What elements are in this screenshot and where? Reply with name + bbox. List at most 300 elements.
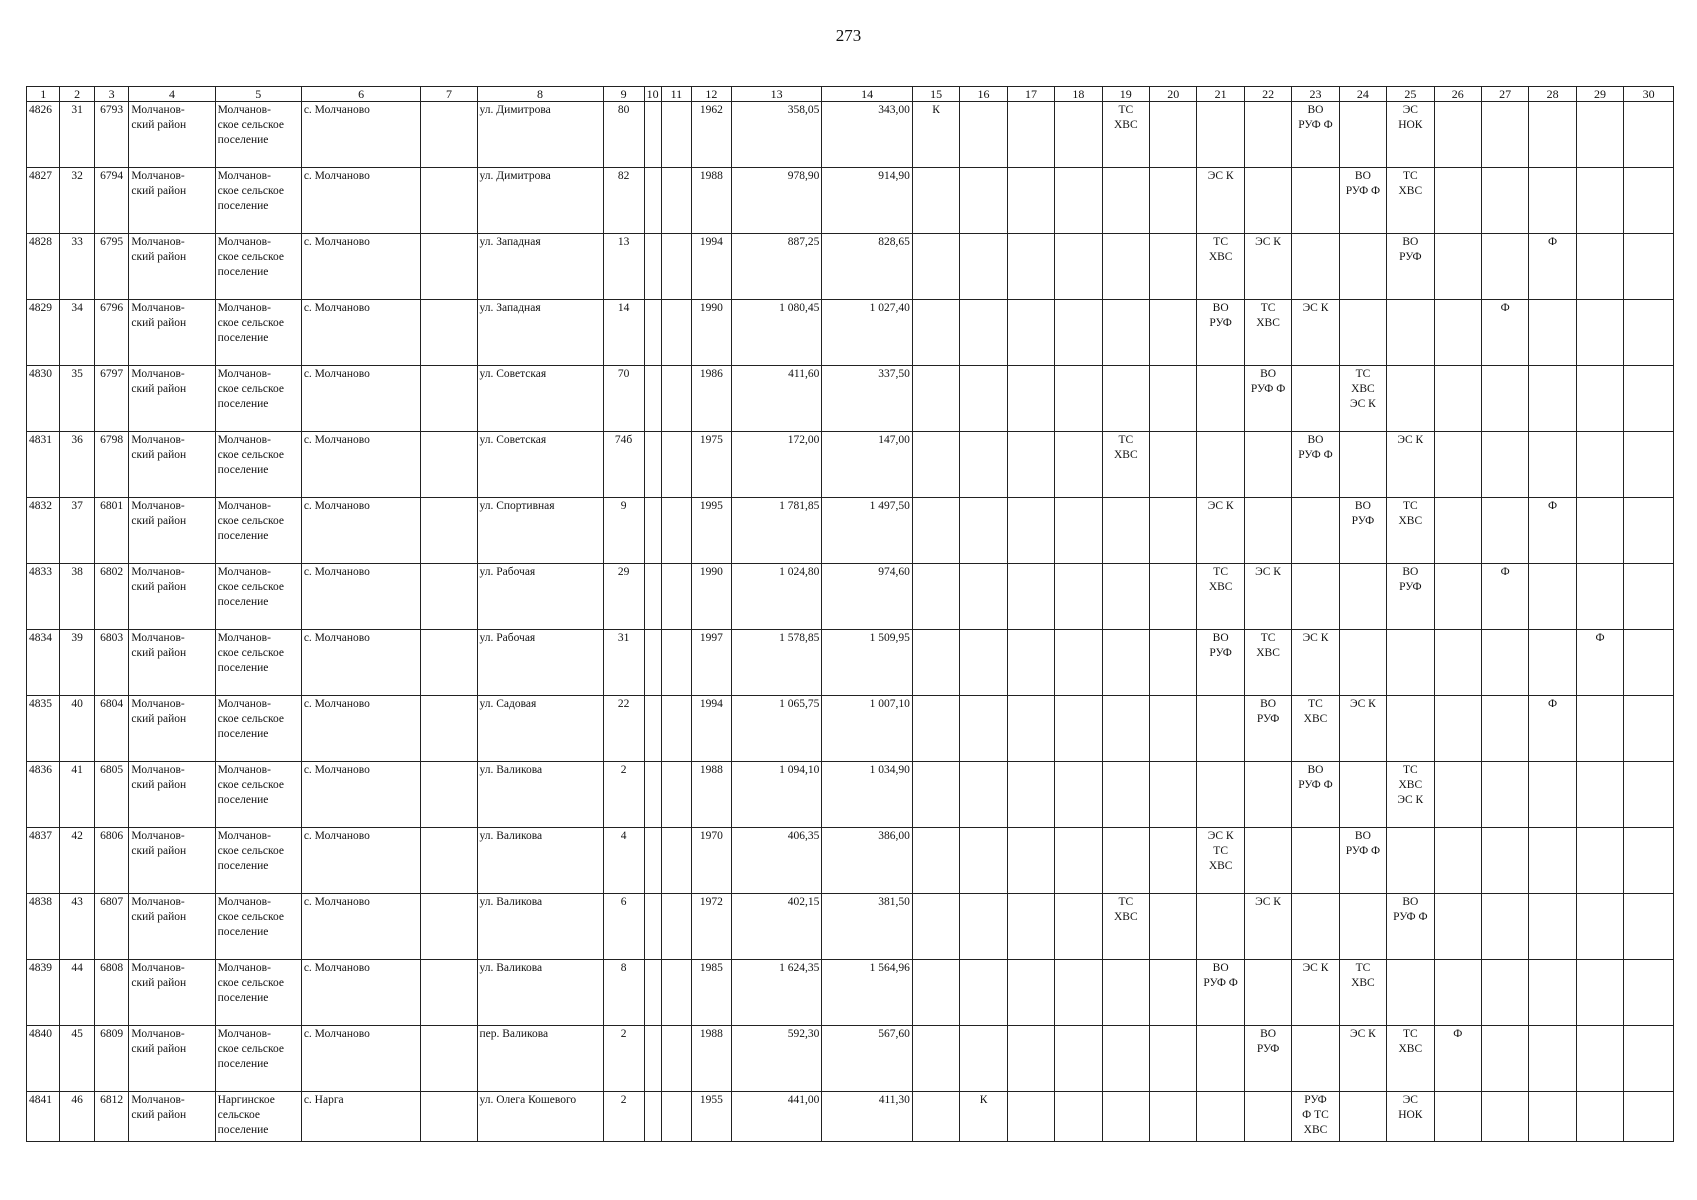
cell-col-18 (1055, 762, 1102, 828)
cell-line: РУФ Ф (1298, 119, 1333, 131)
cell-line: ТС (1118, 434, 1134, 446)
cell-col-24 (1339, 102, 1386, 168)
cell-col-13: 358,05 (731, 102, 822, 168)
cell-line: поселение (217, 200, 269, 212)
cell-col-8: ул. Валикова (477, 894, 603, 960)
cell-col-19 (1102, 366, 1149, 432)
cell-col-25 (1387, 762, 1434, 828)
cell-col-30 (1624, 828, 1674, 894)
cell-col-22 (1244, 828, 1291, 894)
cell-col-16 (960, 102, 1007, 168)
table-row (27, 630, 1674, 696)
cell-col-4 (129, 102, 215, 168)
cell-col-11 (661, 102, 691, 168)
cell-line: поселение (217, 794, 269, 806)
cell-col-10 (644, 960, 661, 1026)
cell-col-18 (1055, 168, 1102, 234)
cell-col-14: 567,60 (822, 1026, 913, 1092)
cell-col-17 (1007, 102, 1054, 168)
cell-col-12: 1985 (691, 960, 731, 1026)
column-header-7: 7 (421, 87, 477, 102)
cell-line: Молчанов- (217, 962, 271, 974)
cell-col-15 (912, 1026, 959, 1092)
cell-col-29 (1576, 1026, 1623, 1092)
cell-col-19 (1102, 168, 1149, 234)
cell-col-3: 6801 (94, 498, 128, 564)
cell-line: ский район (131, 647, 187, 659)
cell-col-12: 1975 (691, 432, 731, 498)
cell-col-3: 6797 (94, 366, 128, 432)
cell-col-27 (1481, 1026, 1528, 1092)
cell-line: сельское (217, 1109, 261, 1121)
cell-col-12: 1997 (691, 630, 731, 696)
cell-line: ЭС (1402, 104, 1418, 116)
cell-col-14: 343,00 (822, 102, 913, 168)
column-header-16: 16 (960, 87, 1007, 102)
cell-col-25 (1387, 300, 1434, 366)
cell-col-12: 1990 (691, 564, 731, 630)
cell-col-2: 40 (60, 696, 94, 762)
cell-col-20 (1150, 498, 1197, 564)
cell-col-1: 4835 (27, 696, 60, 762)
cell-col-21 (1197, 1092, 1244, 1142)
cell-col-13: 1 065,75 (731, 696, 822, 762)
cell-col-18 (1055, 300, 1102, 366)
cell-col-8: ул. Западная (477, 234, 603, 300)
cell-col-26 (1434, 498, 1481, 564)
cell-line: ский район (131, 713, 187, 725)
cell-line: ский район (131, 1109, 187, 1121)
cell-col-12: 1988 (691, 762, 731, 828)
column-header-26: 26 (1434, 87, 1481, 102)
cell-col-1: 4831 (27, 432, 60, 498)
cell-col-9: 82 (603, 168, 644, 234)
cell-line: ХВС (1113, 911, 1138, 923)
cell-col-5 (215, 234, 301, 300)
cell-col-22 (1244, 432, 1291, 498)
cell-col-2: 33 (60, 234, 94, 300)
cell-col-13: 1 080,45 (731, 300, 822, 366)
cell-line: ТС (1213, 845, 1228, 857)
cell-line: РУФ Ф (1345, 185, 1381, 197)
cell-col-26 (1434, 234, 1481, 300)
cell-col-1: 4834 (27, 630, 60, 696)
cell-col-7 (421, 1092, 477, 1142)
cell-line: ХВС (1208, 860, 1233, 872)
cell-col-6: с. Молчаново (301, 696, 421, 762)
cell-line: ХВС (1113, 119, 1138, 131)
cell-col-6: с. Молчаново (301, 762, 421, 828)
cell-line: Молчанов- (131, 1094, 185, 1106)
cell-col-24 (1339, 828, 1386, 894)
cell-col-13: 592,30 (731, 1026, 822, 1092)
cell-line: поселение (217, 398, 269, 410)
cell-col-24 (1339, 960, 1386, 1026)
cell-col-24 (1339, 498, 1386, 564)
cell-line: ВО (1354, 500, 1371, 512)
cell-col-12: 1962 (691, 102, 731, 168)
column-header-3: 3 (94, 87, 128, 102)
cell-col-8: пер. Валикова (477, 1026, 603, 1092)
cell-col-22 (1244, 168, 1291, 234)
column-header-6: 6 (301, 87, 421, 102)
cell-col-16 (960, 762, 1007, 828)
cell-line: Молчанов- (131, 368, 185, 380)
table-row (27, 762, 1674, 828)
cell-col-20 (1150, 630, 1197, 696)
cell-col-23 (1292, 102, 1339, 168)
cell-col-9: 31 (603, 630, 644, 696)
cell-col-21 (1197, 828, 1244, 894)
cell-col-17 (1007, 960, 1054, 1026)
cell-col-24 (1339, 1026, 1386, 1092)
cell-col-8: ул. Димитрова (477, 102, 603, 168)
cell-line: РУФ Ф (1298, 779, 1333, 791)
cell-col-28 (1529, 168, 1576, 234)
cell-col-23 (1292, 300, 1339, 366)
cell-col-29 (1576, 498, 1623, 564)
cell-col-14: 914,90 (822, 168, 913, 234)
cell-col-8: ул. Советская (477, 366, 603, 432)
cell-col-6: с. Молчаново (301, 894, 421, 960)
cell-col-8: ул. Рабочая (477, 564, 603, 630)
column-header-13: 13 (731, 87, 822, 102)
cell-col-29: Ф (1576, 630, 1623, 696)
cell-col-3: 6796 (94, 300, 128, 366)
cell-col-13: 172,00 (731, 432, 822, 498)
cell-line: ХВС (1208, 581, 1233, 593)
cell-col-4 (129, 828, 215, 894)
cell-col-6: с. Молчаново (301, 960, 421, 1026)
cell-col-30 (1624, 366, 1674, 432)
cell-col-3: 6809 (94, 1026, 128, 1092)
column-header-10: 10 (644, 87, 661, 102)
column-header-20: 20 (1150, 87, 1197, 102)
cell-col-26 (1434, 168, 1481, 234)
cell-col-29 (1576, 960, 1623, 1026)
cell-col-3: 6808 (94, 960, 128, 1026)
cell-col-10 (644, 102, 661, 168)
cell-line: ВО (1212, 962, 1229, 974)
cell-line: ТС (1355, 368, 1371, 380)
cell-line: РУФ (1399, 251, 1422, 263)
cell-col-9: 4 (603, 828, 644, 894)
cell-col-30 (1624, 498, 1674, 564)
cell-line: Молчанов- (131, 566, 185, 578)
cell-line: ХВС (1398, 779, 1423, 791)
cell-col-22 (1244, 300, 1291, 366)
cell-col-19 (1102, 696, 1149, 762)
cell-col-15 (912, 960, 959, 1026)
cell-col-17 (1007, 696, 1054, 762)
cell-col-19 (1102, 498, 1149, 564)
cell-line: ский район (131, 581, 187, 593)
cell-col-25 (1387, 1092, 1434, 1142)
cell-col-26 (1434, 696, 1481, 762)
column-header-2: 2 (60, 87, 94, 102)
cell-col-13: 402,15 (731, 894, 822, 960)
cell-col-14: 1 034,90 (822, 762, 913, 828)
cell-line: Молчанов- (217, 830, 271, 842)
cell-line: Молчанов- (131, 434, 185, 446)
cell-col-5 (215, 762, 301, 828)
cell-col-18 (1055, 234, 1102, 300)
cell-col-8: ул. Валикова (477, 960, 603, 1026)
cell-col-24 (1339, 564, 1386, 630)
cell-line: ВО (1402, 566, 1419, 578)
cell-line: ский район (131, 449, 187, 461)
table-row (27, 234, 1674, 300)
cell-col-21 (1197, 696, 1244, 762)
cell-col-13: 1 024,80 (731, 564, 822, 630)
cell-col-15 (912, 498, 959, 564)
cell-line: Молчанов- (131, 764, 185, 776)
cell-col-21 (1197, 1026, 1244, 1092)
cell-col-6: с. Молчаново (301, 168, 421, 234)
cell-line: ское сельское (217, 779, 285, 791)
cell-line: поселение (217, 134, 269, 146)
cell-col-25 (1387, 696, 1434, 762)
column-header-5: 5 (215, 87, 301, 102)
cell-col-3: 6793 (94, 102, 128, 168)
cell-col-25 (1387, 234, 1434, 300)
cell-col-23 (1292, 234, 1339, 300)
cell-line: ское сельское (217, 449, 285, 461)
cell-col-4 (129, 432, 215, 498)
cell-col-15 (912, 894, 959, 960)
cell-col-25 (1387, 366, 1434, 432)
cell-col-20 (1150, 1026, 1197, 1092)
cell-col-20 (1150, 696, 1197, 762)
cell-line: ский район (131, 779, 187, 791)
cell-line: ское сельское (217, 977, 285, 989)
cell-line: Молчанов- (217, 170, 271, 182)
column-header-9: 9 (603, 87, 644, 102)
cell-line: ВО (1307, 104, 1324, 116)
cell-line: ский район (131, 977, 187, 989)
cell-line: ское сельское (217, 251, 285, 263)
cell-col-1: 4841 (27, 1092, 60, 1142)
cell-line: НОК (1398, 119, 1423, 131)
cell-col-16 (960, 432, 1007, 498)
cell-col-5 (215, 564, 301, 630)
cell-col-26 (1434, 762, 1481, 828)
cell-col-27 (1481, 102, 1528, 168)
cell-col-7 (421, 432, 477, 498)
cell-col-27 (1481, 1092, 1528, 1142)
cell-col-24 (1339, 366, 1386, 432)
cell-col-19 (1102, 432, 1149, 498)
cell-col-2: 44 (60, 960, 94, 1026)
cell-col-6: с. Молчаново (301, 828, 421, 894)
cell-line: ЭС (1402, 1094, 1418, 1106)
cell-col-28 (1529, 1026, 1576, 1092)
cell-line: ское сельское (217, 317, 285, 329)
cell-col-6: с. Молчаново (301, 300, 421, 366)
cell-col-5 (215, 828, 301, 894)
cell-col-29 (1576, 828, 1623, 894)
cell-line: НОК (1398, 1109, 1423, 1121)
cell-col-10 (644, 894, 661, 960)
cell-col-16 (960, 366, 1007, 432)
cell-line: поселение (217, 596, 269, 608)
cell-col-20 (1150, 828, 1197, 894)
cell-col-16 (960, 630, 1007, 696)
table-row (27, 366, 1674, 432)
cell-line: РУФ (1256, 1043, 1280, 1055)
cell-col-10 (644, 696, 661, 762)
cell-col-20 (1150, 366, 1197, 432)
cell-line: ский район (131, 515, 187, 527)
cell-col-12: 1994 (691, 696, 731, 762)
cell-line: ЭС К (1207, 170, 1234, 182)
cell-line: ТС (1118, 896, 1134, 908)
cell-col-4 (129, 1092, 215, 1142)
cell-col-16 (960, 828, 1007, 894)
cell-col-22 (1244, 1026, 1291, 1092)
cell-col-29 (1576, 1092, 1623, 1142)
cell-col-17 (1007, 300, 1054, 366)
cell-line: Молчанов- (217, 764, 271, 776)
cell-col-20 (1150, 894, 1197, 960)
column-header-1: 1 (27, 87, 60, 102)
cell-line: ЭС К (1207, 830, 1234, 842)
cell-col-4 (129, 168, 215, 234)
cell-col-11 (661, 696, 691, 762)
cell-col-13: 441,00 (731, 1092, 822, 1142)
cell-line: ское сельское (217, 713, 285, 725)
cell-col-26 (1434, 432, 1481, 498)
cell-col-21 (1197, 498, 1244, 564)
cell-line: Молчанов- (131, 1028, 185, 1040)
cell-line: ское сельское (217, 581, 285, 593)
cell-col-14: 828,65 (822, 234, 913, 300)
cell-line: ский район (131, 1043, 187, 1055)
column-header-25: 25 (1387, 87, 1434, 102)
cell-col-3: 6806 (94, 828, 128, 894)
column-header-15: 15 (912, 87, 959, 102)
cell-col-17 (1007, 1026, 1054, 1092)
cell-col-2: 34 (60, 300, 94, 366)
cell-col-13: 978,90 (731, 168, 822, 234)
cell-col-3: 6803 (94, 630, 128, 696)
cell-line: ХВС (1398, 1043, 1423, 1055)
cell-line: Молчанов- (131, 830, 185, 842)
cell-col-16 (960, 696, 1007, 762)
cell-col-16 (960, 498, 1007, 564)
cell-line: РУФ (1351, 515, 1375, 527)
cell-col-9: 9 (603, 498, 644, 564)
cell-col-11 (661, 234, 691, 300)
cell-col-21 (1197, 432, 1244, 498)
cell-col-1: 4836 (27, 762, 60, 828)
cell-line: ТС (1213, 236, 1228, 248)
cell-col-12: 1970 (691, 828, 731, 894)
cell-col-4 (129, 630, 215, 696)
cell-col-15 (912, 300, 959, 366)
cell-col-5 (215, 960, 301, 1026)
cell-col-9: 2 (603, 762, 644, 828)
cell-col-6: с. Молчаново (301, 1026, 421, 1092)
cell-col-13: 887,25 (731, 234, 822, 300)
cell-line: ХВС (1113, 449, 1138, 461)
cell-line: Молчанов- (217, 368, 271, 380)
table-row (27, 168, 1674, 234)
cell-col-27 (1481, 894, 1528, 960)
cell-line: ТС (1402, 500, 1418, 512)
cell-col-20 (1150, 432, 1197, 498)
cell-col-30 (1624, 234, 1674, 300)
cell-col-29 (1576, 696, 1623, 762)
cell-col-2: 41 (60, 762, 94, 828)
cell-col-10 (644, 366, 661, 432)
cell-col-9: 14 (603, 300, 644, 366)
cell-line: Молчанов- (217, 1028, 271, 1040)
cell-col-26 (1434, 630, 1481, 696)
cell-col-28 (1529, 630, 1576, 696)
cell-col-14: 381,50 (822, 894, 913, 960)
cell-col-7 (421, 828, 477, 894)
cell-col-17 (1007, 630, 1054, 696)
cell-col-4 (129, 696, 215, 762)
cell-line: ХВС (1351, 383, 1375, 395)
cell-line: Молчанов- (217, 104, 271, 116)
cell-col-11 (661, 498, 691, 564)
table-row (27, 828, 1674, 894)
cell-col-6: с. Молчаново (301, 432, 421, 498)
cell-line: ХВС (1303, 1124, 1328, 1136)
cell-col-18 (1055, 894, 1102, 960)
table-row (27, 894, 1674, 960)
cell-col-23 (1292, 828, 1339, 894)
cell-col-5 (215, 432, 301, 498)
cell-col-14: 411,30 (822, 1092, 913, 1142)
cell-col-29 (1576, 102, 1623, 168)
cell-col-12: 1986 (691, 366, 731, 432)
registry-table (26, 86, 1674, 1142)
cell-line: ЭС К (1302, 962, 1329, 974)
cell-col-11 (661, 168, 691, 234)
cell-col-27 (1481, 432, 1528, 498)
cell-col-8: ул. Валикова (477, 828, 603, 894)
cell-line: ский район (131, 317, 187, 329)
cell-col-15 (912, 762, 959, 828)
cell-col-8: ул. Валикова (477, 762, 603, 828)
cell-col-22 (1244, 894, 1291, 960)
column-header-18: 18 (1055, 87, 1102, 102)
cell-col-8: ул. Димитрова (477, 168, 603, 234)
cell-col-14: 1 007,10 (822, 696, 913, 762)
cell-col-9: 80 (603, 102, 644, 168)
cell-col-30 (1624, 630, 1674, 696)
cell-col-23 (1292, 630, 1339, 696)
cell-col-8: ул. Олега Кошевого (477, 1092, 603, 1142)
cell-col-10 (644, 234, 661, 300)
cell-col-27 (1481, 168, 1528, 234)
cell-col-10 (644, 432, 661, 498)
cell-col-17 (1007, 564, 1054, 630)
cell-line: РУФ (1304, 1094, 1327, 1106)
cell-col-25 (1387, 894, 1434, 960)
cell-col-13: 1 094,10 (731, 762, 822, 828)
cell-col-24 (1339, 168, 1386, 234)
cell-col-28: Ф (1529, 696, 1576, 762)
cell-col-9: 6 (603, 894, 644, 960)
cell-col-16 (960, 1026, 1007, 1092)
cell-line: РУФ Ф (1203, 977, 1238, 989)
cell-line: поселение (217, 464, 269, 476)
cell-col-5 (215, 366, 301, 432)
